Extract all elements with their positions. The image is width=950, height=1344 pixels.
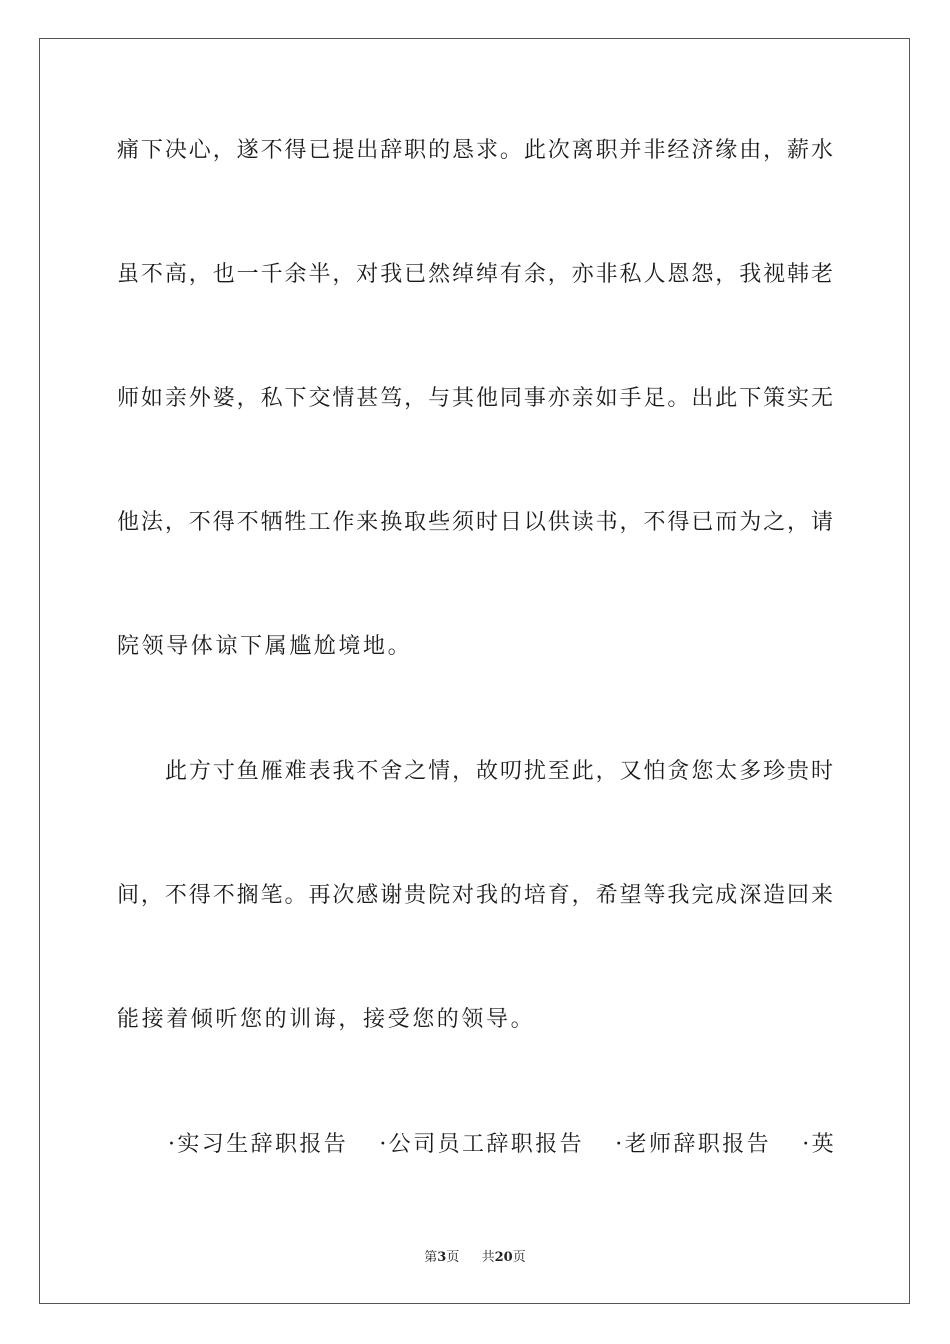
page-indicator <box>424 1250 459 1265</box>
total-prefix: 共 <box>481 1250 495 1265</box>
paragraph-1-line-1: 痛下决心，遂不得已提出辞职的恳求。此次离职并非经济缘由，薪水 <box>117 138 833 163</box>
page-number: 3 <box>437 1250 447 1265</box>
total-pages-indicator <box>482 1250 526 1265</box>
paragraph-2-line-3: 能接着倾听您的训诲，接受您的领导。 <box>117 1007 536 1032</box>
paragraph-2-line-1: 此方寸鱼雁难表我不舍之情，故叨扰至此，又怕贪您太多珍贵时 <box>165 759 833 784</box>
paragraph-2-line-2: 间，不得不搁笔。再次感谢贵院对我的培育，希望等我完成深造回来 <box>117 883 833 908</box>
page-footer <box>0 1249 950 1267</box>
paragraph-1-line-4: 他法，不得不牺牲工作来换取些须时日以供读书，不得已而为之，请 <box>117 510 833 535</box>
related-link-intern-resignation[interactable]: ·实习生辞职报告 <box>168 1132 349 1157</box>
page-prefix: 第 <box>424 1250 438 1265</box>
related-link-truncated[interactable]: ·英 <box>802 1132 836 1157</box>
paragraph-1-line-2: 虽不高，也一千余半，对我已然绰绰有余，亦非私人恩怨，我视韩老 <box>117 262 833 287</box>
page-border <box>39 38 910 1304</box>
related-link-teacher-resignation[interactable]: ·老师辞职报告 <box>615 1132 771 1157</box>
total-pages: 20 <box>494 1250 513 1265</box>
total-unit: 页 <box>512 1250 526 1265</box>
paragraph-1-line-5: 院领导体谅下属尴尬境地。 <box>117 634 413 659</box>
paragraph-1-line-3: 师如亲外婆，私下交情甚笃，与其他同事亦亲如手足。出此下策实无 <box>117 386 833 411</box>
page-unit: 页 <box>446 1250 460 1265</box>
related-links <box>168 1130 836 1160</box>
related-link-employee-resignation[interactable]: ·公司员工辞职报告 <box>379 1132 584 1157</box>
